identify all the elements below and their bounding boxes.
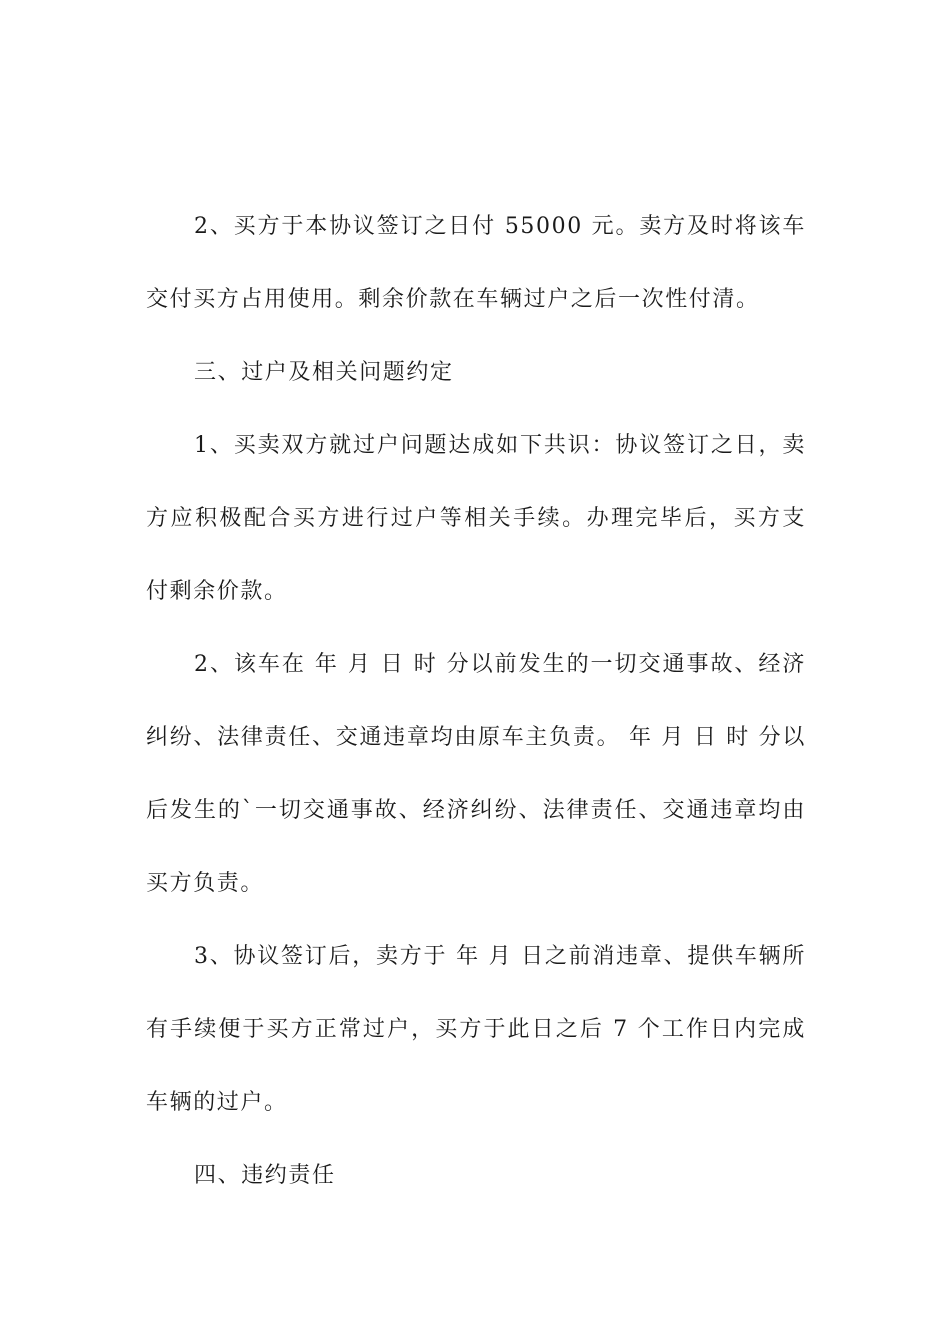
section-heading-text: 三、过户及相关问题约定: [194, 360, 454, 385]
paragraph-payment-terms: [146, 190, 806, 336]
section-heading-breach: [146, 1139, 806, 1212]
section-heading-text: 四、违约责任: [194, 1163, 336, 1188]
paragraph-text: 2、该车在 年 月 日 时 分以前发生的一切交通事故、经济纠纷、法律责任、交通违章均由原车主负责。 年 月 日 时 分以后发生的`一切交通事故、经济纠纷、法律责任、交通违章均由买方负责。: [146, 652, 806, 896]
paragraph-transfer-deadline: [146, 920, 806, 1139]
paragraph-transfer-consensus: [146, 409, 806, 628]
paragraph-text: 1、买卖双方就过户问题达成如下共识：协议签订之日，卖方应积极配合买方进行过户等相关手续。办理完毕后，买方支付剩余价款。: [146, 433, 806, 604]
document-body: [146, 190, 806, 1212]
paragraph-text: 2、买方于本协议签订之日付 55000 元。卖方及时将该车交付买方占用使用。剩余价款在车辆过户之后一次性付清。: [146, 214, 806, 312]
section-heading-transfer: [146, 336, 806, 409]
paragraph-text: 3、协议签订后，卖方于 年 月 日之前消违章、提供车辆所有手续便于买方正常过户，买方于此日之后 7 个工作日内完成车辆的过户。: [146, 944, 806, 1115]
paragraph-liability-split: [146, 628, 806, 920]
